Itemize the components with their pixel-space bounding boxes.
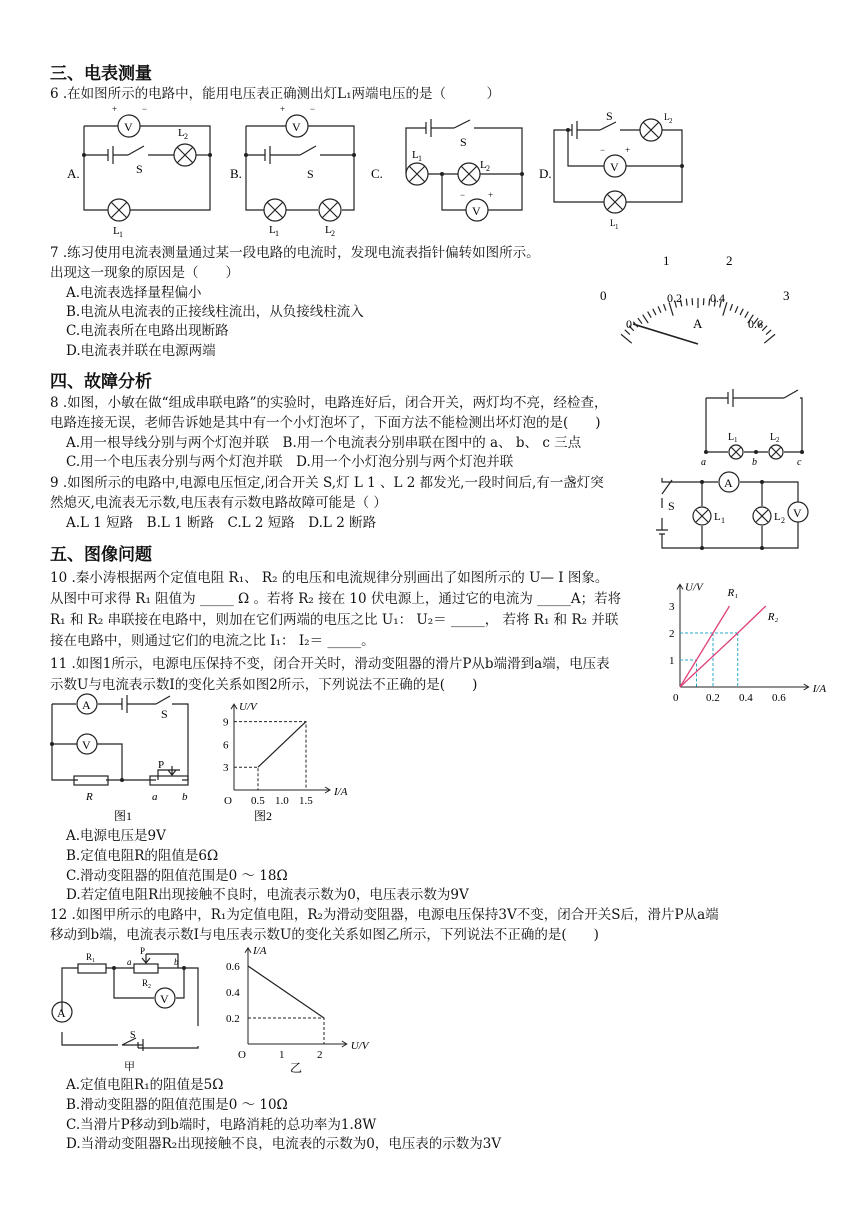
circuit-b <box>230 104 356 238</box>
svg-text:V: V <box>124 120 133 134</box>
svg-text:S: S <box>668 499 675 513</box>
meter-bottom-3: 0.6 <box>748 317 763 331</box>
series-line <box>248 966 324 1018</box>
svg-text:L: L <box>113 225 120 237</box>
svg-text:a: a <box>152 791 158 803</box>
q7-option-b: B.电流从电流表的正接线柱流出，从负接线柱流入 <box>66 304 364 320</box>
meter-tick <box>735 306 738 312</box>
series-label-2: R₂ <box>767 611 779 623</box>
fig2-caption: 图2 <box>254 809 273 823</box>
svg-text:2: 2 <box>669 117 673 125</box>
fig-yi-caption: 乙 <box>290 1061 303 1075</box>
svg-text:a: a <box>701 457 706 468</box>
svg-text:2: 2 <box>331 229 335 238</box>
svg-text:L: L <box>728 432 735 443</box>
q11-option-a: A.电源电压是9V <box>66 828 166 844</box>
svg-text:−: − <box>600 145 606 155</box>
svg-text:a: a <box>127 957 132 967</box>
meter-bottom-1: 0.2 <box>667 291 682 305</box>
svg-text:V: V <box>82 738 91 752</box>
x-axis <box>234 787 330 793</box>
svg-text:b: b <box>182 791 188 803</box>
meter-top-3: 3 <box>783 288 790 303</box>
meter-tick <box>664 304 666 311</box>
y-tick-label: 3 <box>669 601 675 613</box>
svg-text:V: V <box>793 506 802 520</box>
q10-line-2: 从图中可求得 R₁ 阻值为 _____ Ω 。若将 R₂ 接在 10 伏电源上，通过它的电流为 _____A；若将 <box>50 591 622 607</box>
meter-tick <box>686 299 687 306</box>
svg-text:V: V <box>472 204 481 218</box>
meter-top-0: 0 <box>600 288 607 303</box>
q11-stem-1: 11 .如图1所示，电源电压保持不变，闭合开关时，滑动变阻器的滑片P从b端滑到a端，电压表 <box>50 656 610 672</box>
meter-tick <box>643 315 649 323</box>
x-tick-label: O <box>224 795 232 807</box>
svg-text:R: R <box>142 978 149 988</box>
svg-text:L: L <box>770 432 777 443</box>
q7-stem-1: 7 .练习使用电流表测量通过某一段电路的电流时，发现电流表指针偏转如图所示。 <box>50 245 540 261</box>
q9-stem-1: 9 .如图所示的电路中,电源电压恒定,闭合开关 S,灯 L 1 、L 2 都发光,一段时间后,有一盏灯突 <box>50 475 604 491</box>
circuit-d <box>539 109 684 231</box>
q9-stem-2: 然熄灭,电流表无示数,电压表有示数电路故障可能是（ ） <box>50 495 387 511</box>
q12-circuit <box>48 946 228 1076</box>
y-axis-label: I/A <box>253 944 267 957</box>
section-heading-3: 三、电表测量 <box>50 64 152 84</box>
svg-text:1: 1 <box>92 958 95 964</box>
svg-text:S: S <box>136 162 143 176</box>
svg-text:P: P <box>140 946 146 956</box>
svg-text:A: A <box>57 1006 66 1020</box>
svg-text:V: V <box>610 160 619 174</box>
q10-line-1: 10 .秦小涛根据两个定值电阻 R₁、 R₂ 的电压和电流规律分别画出了如图所示的 U— I 图象。 <box>50 570 609 586</box>
meter-tick <box>638 318 642 324</box>
svg-text:1: 1 <box>418 154 422 163</box>
x-tick-label: 0.2 <box>706 692 720 704</box>
y-tick-label: 3 <box>223 762 229 775</box>
svg-text:2: 2 <box>486 164 490 173</box>
q6-label-d: D. <box>539 166 552 181</box>
q7-option-c: C.电流表所在电路出现断路 <box>66 323 229 339</box>
q8-stem-1: 8 .如图，小敏在做“组成串联电路”的实验时，电路连好后，闭合开关，两灯均不亮，经检查， <box>50 395 608 411</box>
svg-text:L: L <box>774 511 781 523</box>
svg-text:−: − <box>310 104 316 114</box>
q10-line-3: R₁ 和 R₂ 串联接在电路中，则加在它们两端的电压之比 U₁： U₂＝ _____， 若将 R₁ 和 R₂ 并联 <box>50 612 619 628</box>
meter-unit: A <box>693 316 703 331</box>
meter-tick <box>740 309 743 315</box>
series-label-1: R₁ <box>727 587 739 599</box>
meter-tick <box>730 304 732 311</box>
x-axis <box>248 1041 347 1047</box>
svg-text:+: + <box>488 190 494 200</box>
x-tick-label: 0 <box>673 692 679 704</box>
q7-option-a: A.电流表选择量程偏小 <box>66 285 202 301</box>
meter-tick <box>764 334 775 343</box>
svg-text:S: S <box>130 1030 136 1041</box>
q6-stem: 6 .在如图所示的电路中，能用电压表正确测出灯L₁两端电压的是（ ） <box>50 86 501 102</box>
y-axis-label: U/V <box>685 581 703 594</box>
q12-stem-1: 12 .如图甲所示的电路中，R₁为定值电阻，R₂为滑动变阻器，电源电压保持3V不变，闭合开关S后，滑片P从a端 <box>50 907 719 923</box>
meter-bottom-2: 0.4 <box>710 291 725 305</box>
guide-lines <box>248 1018 324 1044</box>
q12-option-b: B.滑动变阻器的阻值范围是0 ～ 10Ω <box>66 1097 288 1113</box>
q11-fig1-caption: 图1 <box>114 809 133 823</box>
q11-option-d: D.若定值电阻R出现接触不良时，电流表示数为0，电压表示数为9V <box>66 887 469 903</box>
svg-text:2: 2 <box>776 436 780 444</box>
y-tick-label: 0.6 <box>226 961 240 973</box>
q8-stem-2: 电路连接无误，老师告诉她是其中有一个小灯泡坏了，下面方法不能检测出坏灯泡的是( ) <box>50 415 601 431</box>
meter-tick <box>766 330 771 335</box>
q11-stem-2: 示数U与电流表示数I的变化关系如图2所示，下列说法不正确的是( ) <box>50 677 478 693</box>
y-axis <box>231 704 237 790</box>
q6-label-b: B. <box>230 166 242 181</box>
q6-label-a: A. <box>67 166 80 181</box>
y-axis <box>245 948 251 1044</box>
svg-text:−: − <box>142 104 148 114</box>
meter-tick <box>658 306 661 312</box>
series-line <box>258 722 306 768</box>
svg-text:2: 2 <box>184 132 188 141</box>
svg-text:L: L <box>325 224 332 236</box>
q12-fig1-caption: 甲 <box>124 1061 135 1073</box>
q12-ui-chart <box>226 944 369 1076</box>
svg-text:1: 1 <box>721 516 725 525</box>
svg-text:1: 1 <box>119 230 123 239</box>
svg-text:1: 1 <box>275 229 279 238</box>
svg-text:S: S <box>606 109 613 123</box>
svg-text:1: 1 <box>734 436 738 444</box>
svg-text:1: 1 <box>615 223 619 231</box>
meter-bottom-0: 0 <box>626 317 632 331</box>
q12-stem-2: 移动到b端，电流表示数I与电压表示数U的变化关系如图乙所示，下列说法不正确的是( ) <box>50 927 599 943</box>
svg-text:2: 2 <box>781 516 785 525</box>
circuit-c <box>371 119 524 221</box>
svg-text:L: L <box>664 112 670 122</box>
x-tick-label: 0.4 <box>739 692 753 704</box>
y-tick-label: 1 <box>669 655 675 667</box>
svg-text:−: − <box>460 190 466 200</box>
y-tick-label: 0.4 <box>226 987 240 999</box>
q12-option-d: D.当滑动变阻器R₂出现接触不良，电流表的示数为0，电压表的示数为3V <box>66 1136 502 1152</box>
svg-text:S: S <box>307 167 314 181</box>
svg-text:L: L <box>480 159 487 171</box>
x-tick-label: 1.5 <box>299 795 313 807</box>
svg-text:V: V <box>292 120 301 134</box>
q12-option-c: C.当滑片P移动到b端时，电路消耗的总功率为1.8W <box>66 1117 377 1133</box>
svg-text:+: + <box>280 104 286 114</box>
x-tick-label: O <box>238 1049 246 1061</box>
x-tick-label: 0.6 <box>772 692 786 704</box>
section-heading-4: 四、故障分析 <box>50 372 152 392</box>
x-axis <box>680 684 809 690</box>
q7-stem-2: 出现这一现象的原因是（ ） <box>50 265 239 281</box>
q8-options-cd: C.用一个电压表分别与两个灯泡并联 D.用一个小灯泡分别与两个灯泡并联 <box>66 454 514 470</box>
q10-ui-chart <box>660 565 827 704</box>
q11-circuit <box>46 694 206 824</box>
q11-option-c: C.滑动变阻器的阻值范围是0 ～ 18Ω <box>66 868 288 884</box>
x-tick-label: 1 <box>279 1049 285 1061</box>
meter-tick <box>648 312 652 318</box>
x-tick-label: 2 <box>317 1049 323 1061</box>
svg-text:+: + <box>112 104 118 114</box>
svg-text:A: A <box>82 698 91 712</box>
q11-option-b: B.定值电阻R的阻值是6Ω <box>66 848 219 864</box>
svg-text:2: 2 <box>148 984 151 990</box>
svg-text:S: S <box>161 707 168 721</box>
section-heading-5: 五、图像问题 <box>50 545 152 565</box>
q9-options: A.L 1 短路 B.L 1 断路 C.L 2 短路 D.L 2 断路 <box>66 515 377 531</box>
circuit-a <box>67 104 212 239</box>
svg-text:S: S <box>460 135 467 149</box>
svg-text:P: P <box>158 759 165 771</box>
svg-text:V: V <box>160 992 169 1006</box>
svg-text:R: R <box>86 791 93 803</box>
meter-tick <box>653 309 656 315</box>
svg-text:L: L <box>714 511 721 523</box>
y-axis <box>677 584 683 687</box>
svg-text:A: A <box>724 476 733 490</box>
meter-needle <box>633 324 698 344</box>
q6-label-c: C. <box>371 166 383 181</box>
svg-text:+: + <box>625 145 631 155</box>
svg-text:R: R <box>86 952 93 962</box>
q11-ui-chart <box>210 694 350 824</box>
ammeter-dial <box>590 248 810 348</box>
y-tick-label: 9 <box>223 716 229 729</box>
svg-text:L: L <box>269 224 276 236</box>
y-axis-label: U/V <box>239 701 257 714</box>
svg-text:c: c <box>797 457 802 468</box>
svg-text:L: L <box>178 127 185 139</box>
x-axis-label: I/A <box>812 683 827 695</box>
q9-circuit <box>652 468 812 553</box>
y-tick-label: 0.2 <box>226 1013 240 1025</box>
series-line-1 <box>680 606 730 687</box>
x-tick-label: 1.0 <box>275 795 289 807</box>
x-tick-label: 0.5 <box>251 795 265 807</box>
meter-top-1: 1 <box>663 253 670 268</box>
svg-text:b: b <box>752 457 757 468</box>
x-axis-label: I/A <box>334 786 348 798</box>
q8-circuit <box>700 384 810 469</box>
q7-option-d: D.电流表并联在电源两端 <box>66 343 216 359</box>
svg-text:b: b <box>174 957 179 967</box>
q6-circuits <box>60 104 720 239</box>
meter-tick <box>621 334 632 343</box>
y-tick-label: 2 <box>669 628 675 640</box>
series-line-2 <box>680 606 766 687</box>
x-axis-label: U/V <box>350 1040 369 1052</box>
svg-text:L: L <box>610 218 616 228</box>
q8-options-ab: A.用一根导线分别与两个灯泡并联 B.用一个电流表分别串联在图中的 a、 b、 c 三点 <box>66 435 582 451</box>
svg-text:L: L <box>412 149 419 161</box>
y-tick-label: 6 <box>223 739 229 752</box>
meter-top-2: 2 <box>726 253 733 268</box>
q12-option-a: A.定值电阻R₁的阻值是5Ω <box>66 1077 224 1093</box>
q10-line-4: 接在电路中，则通过它们的电流之比 I₁： I₂＝ _____。 <box>50 633 375 649</box>
